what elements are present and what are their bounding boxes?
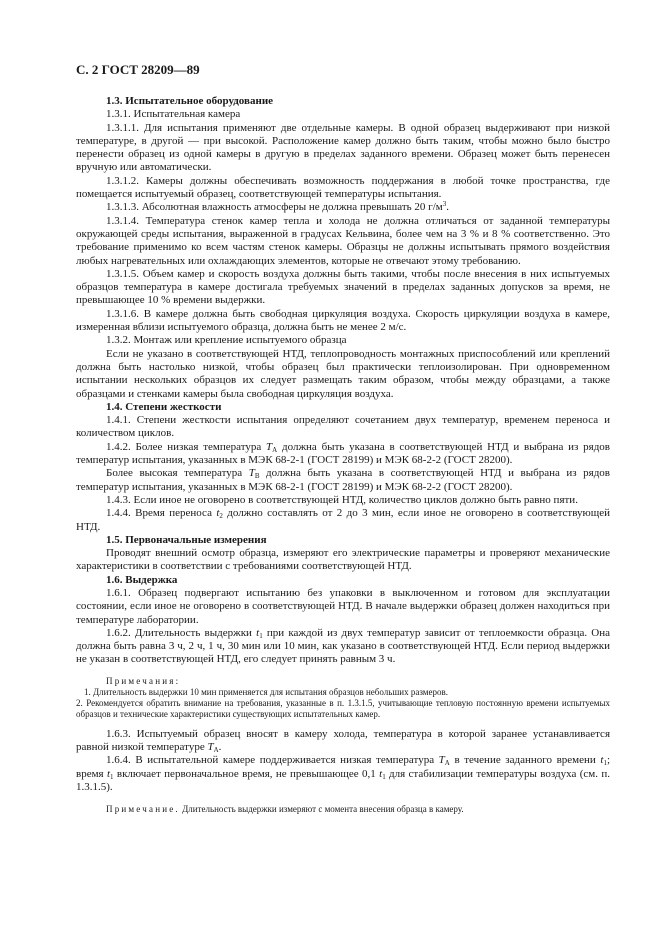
paragraph-mounting: Если не указано в соответствующей НТД, теплопроводность монтажных приспособлений или креплений должна быть настолько низкой, чтобы образец был практически теплоизолирован. При одновременном испытании нескольких образцов их следует размещать таким образом, чтобы между образцами, а также образцами и стенками камеры была свободная циркуляция воздуха. <box>76 347 610 400</box>
paragraph-1-4-2 <box>76 441 610 468</box>
superscript: 3 <box>442 200 447 209</box>
symbol: t <box>256 626 260 639</box>
final-note <box>76 804 610 815</box>
text-span: 1.3.1.3. Абсолютная влажность атмосферы не должна превышать 20 г/м <box>106 201 443 214</box>
section-heading-1-3: 1.3. Испытательное оборудование <box>106 95 274 107</box>
paragraph-1-3-1-2: 1.3.1.2. Камеры должны обеспечивать возможность поддержания в любой точке пространства, где помещается испытуемый образец, соответствующей температуры испытания. <box>76 174 610 201</box>
paragraph-1-3-2: 1.3.2. Монтаж или крепление испытуемого образца <box>106 334 347 347</box>
paragraph-higher-temp <box>76 467 610 494</box>
symbol: t <box>379 767 383 780</box>
text-span: 1.6.2. Длительность выдержки <box>106 626 257 639</box>
symbol: t <box>600 754 604 767</box>
paragraph-1-6-4 <box>76 754 610 794</box>
subscript: B <box>254 472 260 481</box>
subscript: A <box>213 746 219 755</box>
paragraph-1-3-1-6: 1.3.1.6. В камере должна быть свободная циркуляция воздуха. Скорость циркуляции воздуха в камере, измеренная вблизи испытуемого образца, должна быть не менее 2 м/с. <box>76 307 610 334</box>
paragraph-1-3-1-4: 1.3.1.4. Температура стенок камер тепла и холода не должна отличаться от заданной температуры окружающей среды испытания, выраженной в градусах Кельвина, более чем на 3 % и 8 % соответственно. Это требование применимо ко всем частям стенок камеры. Образцы не должны испытывать прямого воздействия любых нагревательных или охлаждающих элементов, которые не отвечают этому требованию. <box>76 214 610 267</box>
symbol: t <box>106 767 111 780</box>
text-span: для стабилизации температуры воздуха (см. п. 1.3.1.5). <box>76 767 610 793</box>
page-header: С. 2 ГОСТ 28209—89 <box>76 62 200 77</box>
text-span: при каждой из двух температур зависит от теплоемкости образца. Она должна быть равна 3 ч, 2 ч, 1 ч, 30 мин или 10 мин, как указано в соответствующей НТД. Если период выдержки не указан в соответствующей НТД, его следует принять равным 3 ч. <box>76 626 610 666</box>
text-span: в течение заданного времени <box>449 754 601 767</box>
subscript: 1 <box>259 631 263 640</box>
text-span: должна быть указана в соответствующей НТД и выбрана из рядов температур испытания, указанных в МЭК 68-2-1 (ГОСТ 28199) и МЭК 68-2-2 (ГОСТ 28200). <box>76 467 611 493</box>
text-span: . <box>446 201 449 214</box>
final-note-lead: Примечание. <box>106 804 180 815</box>
paragraph-1-3-1-1: 1.3.1.1. Для испытания применяют две отдельные камеры. В одной образец выдерживают при низкой температуре, в другой — при высокой. Расположение камер должно быть таким, чтобы можно было быстро перенести образец из одной камеры в другую в пределах заданного времени. Образец может быть перенесен вручную или автоматически. <box>76 121 610 174</box>
paragraph-1-4-1: 1.4.1. Степени жесткости испытания определяют сочетанием двух температур, временем переноса и количеством циклов. <box>76 414 610 440</box>
paragraph-1-6-2 <box>76 627 610 667</box>
note-1: 1. Длительность выдержки 10 мин применяется для испытания образцов небольших размеров. <box>84 686 448 697</box>
symbol: T <box>438 754 445 767</box>
note-2: 2. Рекомендуется обратить внимание на требования, указанные в п. 1.3.1.5, учитывающие тепловую постоянную времени испытуемых образцов и технические характеристики существующих испытательных камер. <box>76 697 610 719</box>
text-span: 1.6.3. Испытуемый образец вносят в камеру холода, температура в которой заранее устанавливается равной низкой температуре <box>76 727 610 754</box>
subscript: 2 <box>219 512 223 521</box>
paragraph-1-4-3: 1.4.3. Если иное не оговорено в соответствующей НТД, количество циклов должно быть равно пяти. <box>106 493 578 506</box>
text-span: ; время <box>76 754 611 780</box>
document-body <box>76 95 610 815</box>
text-span: 1.6.4. В испытательной камере поддерживается низкая температура <box>106 754 439 767</box>
paragraph-1-6-1: 1.6.1. Образец подвергают испытанию без упаковки в выключенном и готовом для эксплуатации состоянии, если иное не оговорено в соответствующей НТД. В начале выдержки образец должен находиться при температуре лаборатории. <box>76 586 610 626</box>
paragraph-1-3-1-5: 1.3.1.5. Объем камер и скорость воздуха должны быть такими, чтобы после внесения в них испытуемых образцов температура в камере достигала требуемых значений в пределах заданных допусков за время, не превышающее 10 % времени выдержки. <box>76 267 610 307</box>
text-span: . <box>218 741 222 754</box>
symbol: t <box>216 507 220 520</box>
subscript: 1 <box>603 759 607 768</box>
paragraph-1-5: Проводят внешний осмотр образца, измеряют его электрические параметры и проверяют механические характеристики в соответствии с требованиями соответствующей НТД. <box>76 547 610 573</box>
text-span: 1.4.2. Более низкая температура <box>106 440 267 453</box>
text-span: 1.4.4. Время переноса <box>106 507 217 520</box>
subscript: 1 <box>110 772 114 781</box>
text-span: должна быть указана в соответствующей НТД и выбрана из рядов температур испытания, указанных в МЭК 68-2-1 (ГОСТ 28199) и МЭК 68-2-2 (ГОСТ 28200). <box>76 440 610 467</box>
notes-title: Примечания: <box>106 675 181 686</box>
paragraph-1-3-1: 1.3.1. Испытательная камера <box>106 108 241 121</box>
paragraph-1-3-1-3 <box>76 201 610 214</box>
final-note-text: Длительность выдержки измеряют с момента внесения образца в камеру. <box>179 804 464 815</box>
section-heading-1-6: 1.6. Выдержка <box>106 573 178 586</box>
paragraph-1-6-3 <box>76 728 610 755</box>
subscript: A <box>272 445 278 454</box>
symbol: T <box>248 467 255 480</box>
section-heading-1-4: 1.4. Степени жесткости <box>106 400 222 413</box>
text-span: включает первоначальное время, не превышающее 0,1 <box>113 767 380 780</box>
symbol: T <box>207 741 214 754</box>
subscript: 1 <box>382 772 386 781</box>
section-heading-1-5: 1.5. Первоначальные измерения <box>106 533 267 546</box>
symbol: T <box>266 440 273 453</box>
subscript: A <box>444 759 450 768</box>
text-span: должно составлять от 2 до 3 мин, если иное не оговорено в соответствующей НТД. <box>76 507 611 533</box>
text-span: Более высокая температура <box>106 467 249 480</box>
paragraph-1-4-4 <box>76 507 610 534</box>
